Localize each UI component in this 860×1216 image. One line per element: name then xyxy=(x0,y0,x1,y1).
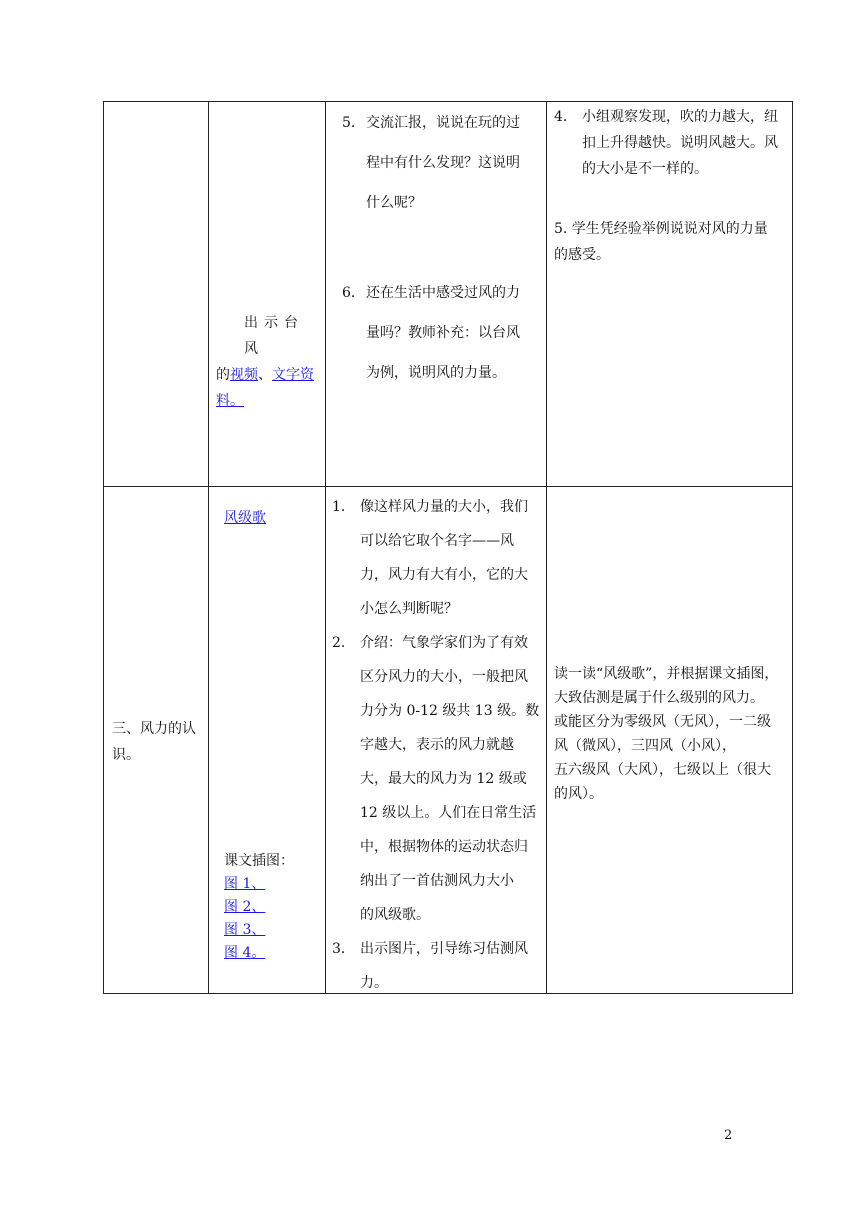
item5-line: 交流汇报，说说在玩的过 xyxy=(366,115,520,131)
item6-line: 还在生活中感受过风的力 xyxy=(366,285,520,301)
reading-task-line: 风（微风），三四风（小风）， xyxy=(554,738,736,754)
item-number: 1． xyxy=(332,499,355,515)
figure-caption: 课文插图： xyxy=(224,853,294,869)
item2-line: 12 级以上。人们在日常生活 xyxy=(360,805,537,821)
item1-line: 像这样风力量的大小，我们 xyxy=(360,499,528,515)
item4-line: 的大小是不一样的。 xyxy=(582,161,708,177)
figure-link[interactable]: 图 2、 xyxy=(224,899,266,915)
column-divider xyxy=(325,102,326,993)
figure-list xyxy=(224,850,324,965)
item2-line: 中，根据物体的运动状态归 xyxy=(360,839,528,855)
page-number: 2 xyxy=(724,1128,733,1143)
item-number: 4． xyxy=(554,109,577,125)
resource-intro-text: 出示台风 xyxy=(244,315,304,357)
section-title-line: 识。 xyxy=(112,747,140,763)
item3-line: 出示图片，引导练习估测风 xyxy=(360,941,528,957)
figure-link[interactable]: 图 1、 xyxy=(224,876,266,892)
row1-student-activity-cell xyxy=(554,104,790,268)
item-number: 2． xyxy=(332,635,355,651)
figure-link[interactable]: 图 4。 xyxy=(224,945,266,961)
item2-line: 纳出了一首估测风力大小 xyxy=(360,873,514,889)
typhoon-video-link[interactable]: 视频 xyxy=(230,367,258,383)
item4-line: 扣上升得越快。说明风越大。风 xyxy=(582,135,778,151)
row2-resources-cell xyxy=(224,507,324,527)
row1-resources-cell xyxy=(216,310,320,414)
item1-line: 力，风力有大有小，它的大 xyxy=(360,567,528,583)
student-item5-line: 的感受。 xyxy=(554,247,610,263)
typhoon-text-link[interactable]: 文字资 xyxy=(272,367,314,383)
figure-link[interactable]: 图 3、 xyxy=(224,922,266,938)
reading-task-line: 或能区分为零级风（无风），一二级 xyxy=(554,714,771,730)
reading-task-line: 的风）。 xyxy=(554,786,603,802)
wind-scale-song-link[interactable]: 风级歌 xyxy=(224,510,266,526)
link-separator: 、 xyxy=(258,367,272,383)
row-divider xyxy=(104,486,792,487)
item-number: 6． xyxy=(342,285,365,301)
student-item5-line: 5. 学生凭经验举例说说对风的力量 xyxy=(554,221,768,237)
reading-task-line: 大致估测是属于什么级别的风力。 xyxy=(554,690,764,706)
section-title-line: 三、风力的认 xyxy=(112,721,196,737)
typhoon-text-link-cont[interactable]: 料。 xyxy=(216,393,244,409)
row2-student-activity-cell xyxy=(554,662,792,806)
column-divider xyxy=(208,102,209,993)
section-title-cell xyxy=(112,716,206,768)
resource-prefix: 的 xyxy=(216,367,230,383)
reading-task-line: 读一读“风级歌”，并根据课文插图， xyxy=(554,666,779,682)
column-divider xyxy=(546,102,547,993)
item2-line: 字越大，表示的风力就越 xyxy=(360,737,514,753)
item4-line: 小组观察发现，吹的力越大，纽 xyxy=(582,109,778,125)
item2-line: 大，最大的风力为 12 级或 xyxy=(360,771,527,787)
item6-line: 为例，说明风的力量。 xyxy=(366,365,506,381)
item-number: 5． xyxy=(342,115,365,131)
item1-line: 小怎么判断呢？ xyxy=(360,601,458,617)
item2-line: 力分为 0-12 级共 13 级。数 xyxy=(360,703,540,719)
item5-line: 程中有什么发现？这说明 xyxy=(366,155,520,171)
item2-line: 区分风力的大小，一般把风 xyxy=(360,669,528,685)
reading-task-line: 五六级风（大风），七级以上（很大 xyxy=(554,762,771,778)
item1-line: 可以给它取个名字——风 xyxy=(360,533,514,549)
item-number: 3． xyxy=(332,941,355,957)
row2-teacher-activity-cell xyxy=(332,490,546,1000)
item5-line: 什么呢？ xyxy=(366,195,422,211)
row1-teacher-activity-cell xyxy=(336,103,546,393)
item2-line: 介绍：气象学家们为了有效 xyxy=(360,635,528,651)
lesson-table xyxy=(103,101,793,994)
item3-line: 力。 xyxy=(360,975,388,991)
item6-line: 量吗？教师补充：以台风 xyxy=(366,325,520,341)
item2-line: 的风级歌。 xyxy=(360,907,430,923)
